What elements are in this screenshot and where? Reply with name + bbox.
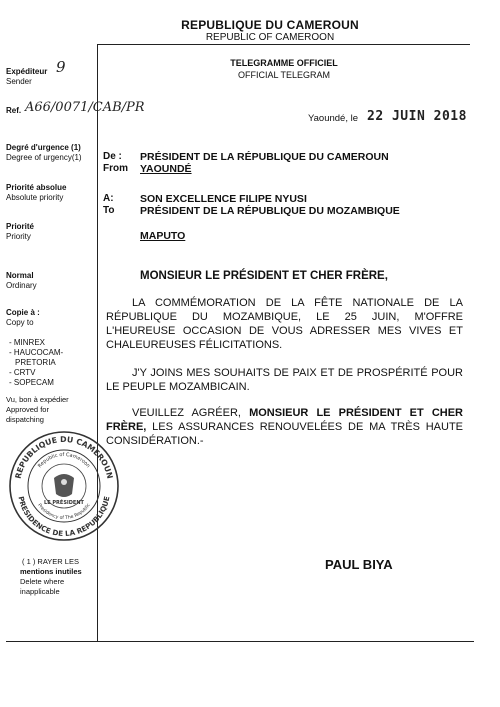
from-address xyxy=(140,151,389,175)
country-title-fr: REPUBLIQUE DU CAMEROUN xyxy=(181,18,359,32)
normal-en: Ordinary xyxy=(6,281,37,290)
sender-field xyxy=(6,67,47,87)
footnote-en-1: Delete where xyxy=(20,577,65,586)
date-stamp: 22 JUIN 2018 xyxy=(367,109,467,124)
sender-handwritten: 9 xyxy=(56,58,66,76)
country-title-en: REPUBLIC OF CAMEROON xyxy=(205,32,335,43)
priority-absolute-field xyxy=(6,183,66,203)
ref-handwritten: A66/0071/CAB/PR xyxy=(25,100,145,115)
urgency-label-fr: Degré d'urgence (1) xyxy=(6,143,81,152)
from-line-2: YAOUNDÉ xyxy=(140,163,192,175)
normal-field xyxy=(6,271,37,291)
priority-absolute-en: Absolute priority xyxy=(6,193,64,202)
telegram-title-fr: TELEGRAMME OFFICIEL xyxy=(230,58,338,68)
footnote-fr-1: ( 1 ) RAYER LES xyxy=(22,557,79,566)
list-item: - MINREX xyxy=(9,338,45,347)
sender-label-fr: Expéditeur xyxy=(6,67,48,76)
frame-bottom-rule xyxy=(6,641,474,642)
seal-center-text: LE PRÉSIDENT xyxy=(44,500,84,506)
telegram-title-en: OFFICIAL TELEGRAM xyxy=(237,70,331,80)
to-city: MAPUTO xyxy=(140,230,186,242)
seal-ring-bottom-text: PRESIDENCE DE LA REPUBLIQUE xyxy=(16,495,112,539)
paragraph-2: J'Y JOINS MES SOUHAITS DE PAIX ET DE PROSPÉRITÉ POUR LE PEUPLE MOZAMBICAIN. xyxy=(106,367,463,393)
priority-field xyxy=(6,222,34,242)
sender-label-en: Sender xyxy=(6,77,32,86)
paragraph-1: LA COMMÉMORATION DE LA FÊTE NATIONALE DE LA RÉPUBLIQUE DU MOZAMBIQUE, LE 25 JUIN, M'OFFRE L'HEUREUSE OCCASION DE VOUS ADRESSER MES VIVES ET CHALEUREUSES FÉLICITATIONS. xyxy=(106,297,463,351)
ref-label: Ref. xyxy=(6,106,22,115)
seal-ring-top-text: REPUBLIQUE DU CAMEROUN xyxy=(13,434,115,480)
copy-label-fr: Copie à : xyxy=(6,308,40,317)
to-line-1: SON EXCELLENCE FILIPE NYUSI xyxy=(140,193,307,205)
frame-left-rule xyxy=(97,44,98,642)
footnote-fr-2: mentions inutiles xyxy=(20,567,82,576)
list-item: - HAUCOCAM- xyxy=(9,348,64,357)
date-place: Yaoundé, le xyxy=(308,113,359,124)
priority-fr: Priorité xyxy=(6,222,35,231)
approval-en-2: dispatching xyxy=(6,415,44,424)
to-address xyxy=(140,193,400,217)
priority-en: Priority xyxy=(6,232,31,241)
from-line-1: PRÉSIDENT DE LA RÉPUBLIQUE DU CAMEROUN xyxy=(140,151,389,163)
to-line-2: PRÉSIDENT DE LA RÉPUBLIQUE DU MOZAMBIQUE xyxy=(140,205,400,217)
footnote-en-2: inapplicable xyxy=(20,587,60,596)
to-label: A: To xyxy=(103,193,115,216)
seal-inner-top-text: Republic of Cameroon xyxy=(37,451,91,470)
copy-to-field xyxy=(6,308,40,328)
priority-absolute-fr: Priorité absolue xyxy=(6,183,67,192)
normal-fr: Normal xyxy=(6,271,34,280)
salutation: MONSIEUR LE PRÉSIDENT ET CHER FRÈRE, xyxy=(140,270,388,282)
approval-field xyxy=(6,395,69,425)
from-label: De : From xyxy=(103,151,128,174)
seal-inner-bottom-text: Presidency of The Republic xyxy=(36,502,92,522)
list-item: - CRTV xyxy=(9,368,36,377)
frame-top-rule xyxy=(98,44,470,45)
approval-en-1: Approved for xyxy=(6,405,49,414)
urgency-label-en: Degree of urgency(1) xyxy=(6,153,82,162)
footnote xyxy=(6,557,82,597)
seal-emblem-icon xyxy=(54,474,74,497)
urgency-field xyxy=(6,143,82,163)
copy-list xyxy=(9,338,63,388)
list-item: PRETORIA xyxy=(15,358,56,367)
approval-fr: Vu, bon à expédier xyxy=(6,395,69,404)
list-item: - SOPECAM xyxy=(9,378,54,387)
paragraph-3: VEUILLEZ AGRÉER, MONSIEUR LE PRÉSIDENT ET CHER FRÈRE, LES ASSURANCES RENOUVELÉES DE MA TRÈS HAUTE CONSIDÉRATION.- xyxy=(106,407,463,447)
signature-name: PAUL BIYA xyxy=(325,557,393,572)
copy-label-en: Copy to xyxy=(6,318,34,327)
presidential-seal xyxy=(8,430,120,542)
